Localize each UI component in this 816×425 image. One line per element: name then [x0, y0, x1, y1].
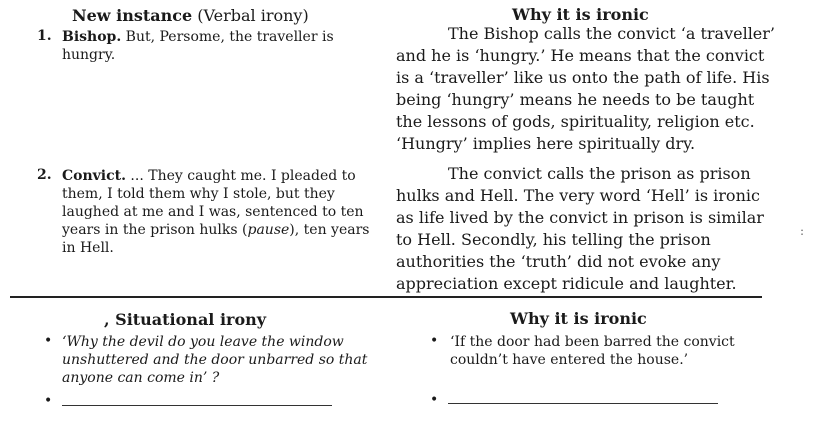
item-2-stage-direction: pause: [247, 222, 290, 238]
left-bullet-2: •: [44, 393, 53, 409]
right-bullet-1: •: [430, 333, 439, 349]
item-1-dialogue: [62, 28, 382, 64]
item-2-text-1: ... They caught me. I pleaded to: [125, 168, 356, 184]
margin-mark: :: [800, 224, 805, 238]
item-1-text-1: But, Persome, the traveller is: [121, 29, 334, 45]
section-divider: [10, 296, 762, 298]
item-2-line-1: [62, 167, 392, 185]
item-1-exp-line-2: and he is ‘hungry.’ He means that the convict: [396, 46, 765, 65]
item-2-exp-line-4: to Hell. Secondly, his telling the prison: [396, 230, 711, 249]
right-quote: [450, 333, 790, 369]
left-bullet-1: •: [44, 333, 53, 349]
item-2-exp-line-3: as life lived by the convict in prison is similar: [396, 208, 764, 227]
verbal-left-heading-bold: New instance: [72, 6, 193, 25]
item-2-speaker: Convict.: [62, 168, 126, 184]
left-quote-line-1: ‘Why the devil do you leave the window: [62, 334, 344, 350]
right-quote-line-1: ‘If the door had been barred the convict: [450, 334, 735, 350]
item-2-exp-line-1: The convict calls the prison as prison: [448, 164, 751, 183]
verbal-left-heading-rest: (Verbal irony): [192, 6, 309, 25]
item-1-exp-line-1: The Bishop calls the convict ‘a traveller’: [448, 24, 776, 43]
left-quote-line-3: anyone can come in’ ?: [62, 370, 220, 386]
situational-right-heading: Why it is ironic: [510, 309, 647, 328]
item-2-line-4: [62, 221, 392, 239]
item-2-exp-line-5: authorities the ‘truth’ did not evoke any: [396, 252, 721, 271]
item-1-explanation: [396, 23, 776, 155]
item-2-text-4a: years in the prison hulks (: [62, 222, 248, 238]
left-answer-line: [62, 405, 332, 406]
item-2-line-2: them, I told them why I stole, but they: [62, 186, 335, 202]
item-2-line-5: in Hell.: [62, 240, 114, 256]
item-1-speaker: Bishop.: [62, 29, 122, 45]
item-2-dialogue: [62, 167, 392, 257]
right-bullet-2: •: [430, 392, 439, 408]
item-1-number: 1.: [37, 28, 52, 44]
verbal-right-heading: Why it is ironic: [512, 5, 649, 24]
item-2-explanation: [396, 163, 776, 295]
item-1-exp-line-3: is a ‘traveller’ like us onto the path of life. His: [396, 68, 770, 87]
item-1-exp-line-5: the lessons of gods, spirituality, religion etc.: [396, 112, 755, 131]
situational-left-heading: , Situational irony: [104, 310, 267, 329]
item-2-number: 2.: [37, 167, 52, 183]
item-1-exp-line-6: ‘Hungry’ implies here spiritually dry.: [396, 134, 696, 153]
right-quote-line-2: couldn’t have entered the house.’: [450, 352, 689, 368]
item-1-line-1: [62, 28, 382, 46]
verbal-left-heading: [72, 6, 309, 25]
item-1-line-2: hungry.: [62, 47, 116, 63]
item-2-line-3: laughed at me and I was, sentenced to ten: [62, 204, 364, 220]
item-2-exp-line-6: appreciation except ridicule and laughter.: [396, 274, 737, 293]
left-quote-line-2: unshuttered and the door unbarred so that: [62, 352, 368, 368]
left-quote: [62, 333, 392, 387]
item-2-text-4b: ), ten years: [289, 222, 370, 238]
right-answer-line: [448, 403, 718, 404]
item-2-exp-line-2: hulks and Hell. The very word ‘Hell’ is ironic: [396, 186, 760, 205]
item-1-exp-line-4: being ‘hungry’ means he needs to be taught: [396, 90, 755, 109]
